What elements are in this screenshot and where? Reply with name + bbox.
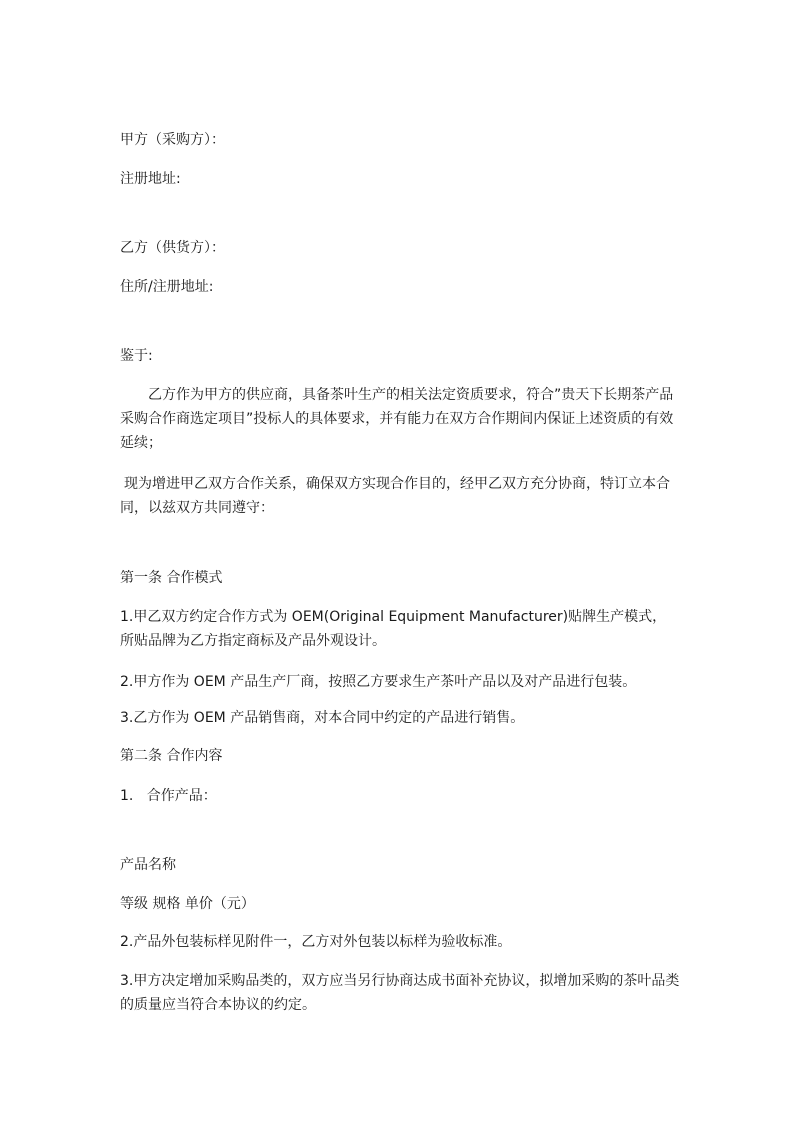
article-1-title: 第一条 合作模式 xyxy=(120,570,223,586)
party-a-label: 甲方（采购方）： xyxy=(120,132,225,148)
article-1-item-1: 1.甲乙双方约定合作方式为 OEM(Original Equipment Manufacturer)贴牌生产模式，所贴品牌为乙方指定商标及产品外观设计。 xyxy=(120,609,667,649)
article-1-item-3: 3.乙方作为 OEM 产品销售商，对本合同中约定的产品进行销售。 xyxy=(120,710,525,726)
party-a-address-label: 注册地址: xyxy=(120,171,181,187)
whereas-heading: 鉴于: xyxy=(120,348,153,364)
party-b-label: 乙方（供货方）： xyxy=(120,240,225,256)
article-2-item-1: 1. 合作产品： xyxy=(120,788,217,804)
article-2-item-2: 2.产品外包装标样见附件一，乙方对外包装以标样为验收标准。 xyxy=(120,934,512,950)
product-columns-label: 等级 规格 单价（元） xyxy=(120,896,255,912)
whereas-paragraph-2: 现为增进甲乙双方合作关系，确保双方实现合作目的，经甲乙双方充分协商，特订立本合同，以兹双方共同遵守： xyxy=(120,476,670,516)
article-2-item-3: 3.甲方决定增加采购品类的，双方应当另行协商达成书面补充协议，拟增加采购的茶叶品类的质量应当符合本协议的约定。 xyxy=(120,973,680,1013)
article-1-item-2: 2.甲方作为 OEM 产品生产厂商，按照乙方要求生产茶叶产品以及对产品进行包装。 xyxy=(120,674,637,690)
article-2-title: 第二条 合作内容 xyxy=(120,748,223,764)
party-b-address-label: 住所/注册地址: xyxy=(120,279,214,295)
whereas-paragraph-1: 乙方作为甲方的供应商，具备茶叶生产的相关法定资质要求，符合”贵天下长期茶产品采购合作商选定项目”投标人的具体要求，并有能力在双方合作期间内保证上述资质的有效延续； xyxy=(120,387,674,451)
product-name-label: 产品名称 xyxy=(120,857,176,873)
